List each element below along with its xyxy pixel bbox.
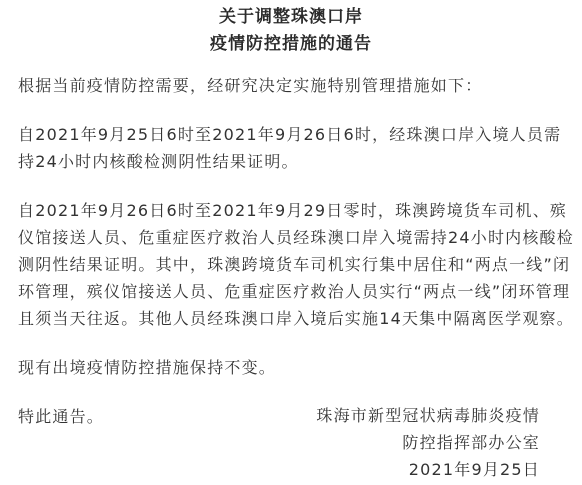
- paragraph-sep25-measure: 自2021年9月25日6时至2021年9月26日6时，经珠澳口岸入境人员需持24小时内核酸检测阴性结果证明。: [18, 125, 562, 171]
- title-line-1: 关于调整珠澳口岸: [219, 7, 363, 27]
- notice-title: [0, 4, 582, 58]
- title-line-2: 疫情防控措施的通告: [210, 34, 372, 54]
- paragraph-exit-measures: 现有出境疫情防控措施保持不变。: [18, 358, 277, 377]
- paragraph-sep26-measure: 自2021年9月26日6时至2021年9月29日零时，珠澳跨境货车司机、殡仪馆接送人员、危重症医疗救治人员经珠澳口岸入境需持24小时内核酸检测阴性结果证明。其中，珠澳跨境货车司机实行集中居住和“两点一线”闭环管理，殡仪馆接送人员、危重症医疗救治人员实行“两点一线”闭环管理且须当天往返。其他人员经珠澳口岸入境后实施14天集中隔离医学观察。: [18, 201, 574, 328]
- intro-paragraph: 根据当前疫情防控需要，经研究决定实施特别管理措施如下：: [18, 76, 483, 95]
- issuer-line-2: 防控指挥部办公室: [402, 433, 540, 452]
- signature-block: [316, 402, 540, 483]
- issue-date: 2021年9月25日: [408, 460, 540, 479]
- closing-line: 特此通告。: [18, 407, 105, 426]
- notice-body: [18, 72, 578, 452]
- issuer-line-1: 珠海市新型冠状病毒肺炎疫情: [316, 406, 540, 425]
